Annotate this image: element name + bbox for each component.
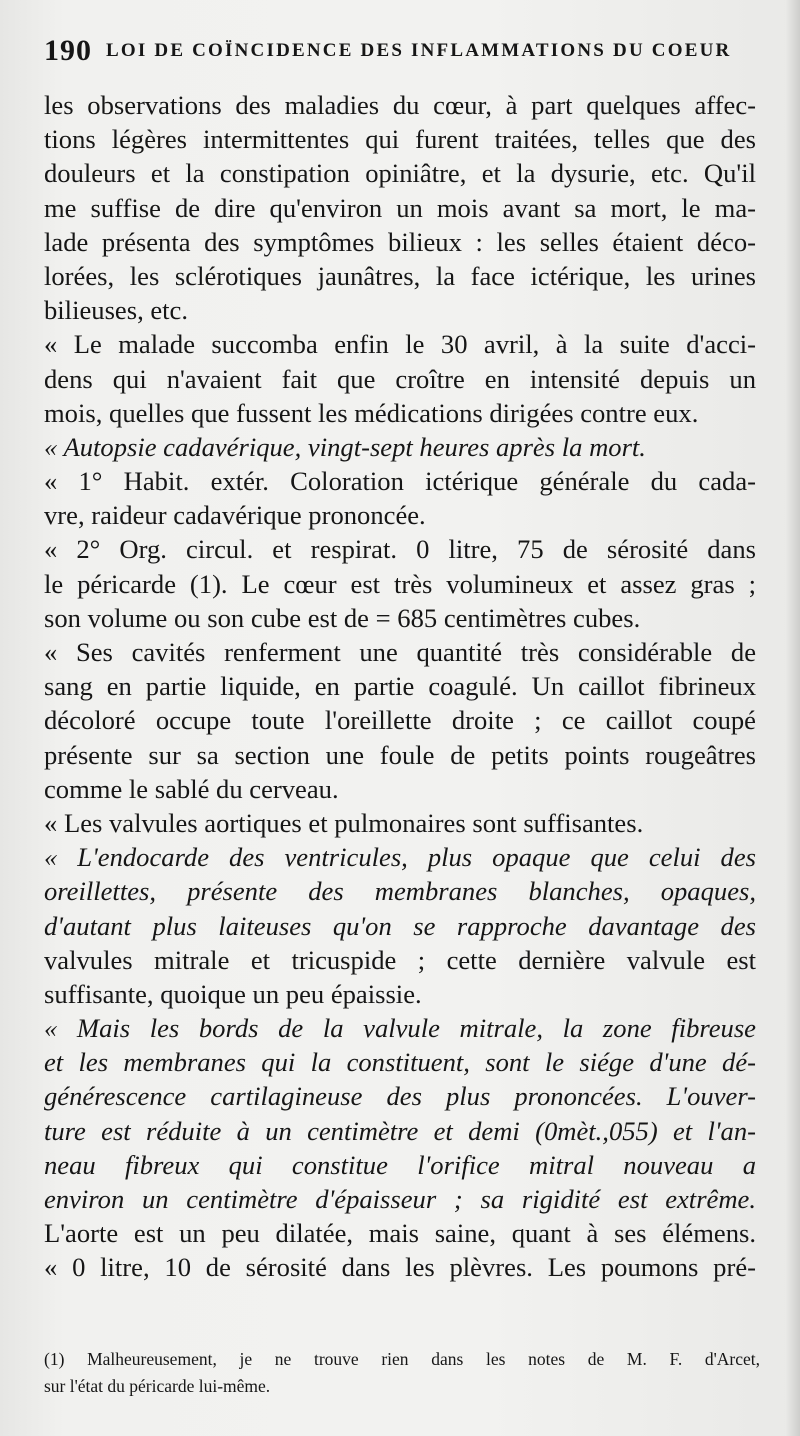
text-line: tions légères intermittentes qui furent traitées, telles que des <box>44 124 756 155</box>
text-line: et les membranes qui la constituent, sont le siége d'une dé- <box>44 1047 756 1078</box>
text-line: L'aorte est un peu dilatée, mais saine, quant à ses élémens. <box>44 1218 756 1249</box>
text-line: présente sur sa section une foule de petits points rougeâtres <box>44 739 756 770</box>
page-number: 190 <box>44 34 92 67</box>
text-line: mois, quelles que fussent les médications dirigées contre eux. <box>44 397 699 428</box>
footnote-line: sur l'état du péricarde lui-même. <box>44 1376 271 1396</box>
text-line: « Les valvules aortiques et pulmonaires sont suffisantes. <box>44 807 644 838</box>
text-line: bilieuses, etc. <box>44 295 189 326</box>
text-line: « 0 litre, 10 de sérosité dans les plèvres. Les poumons pré- <box>44 1252 756 1283</box>
running-title: LOI DE COÏNCIDENCE DES INFLAMMATIONS DU COEUR <box>106 40 732 61</box>
text-line: « L'endocarde des ventricules, plus opaque que celui des <box>44 842 756 873</box>
text-line: générescence cartilagineuse des plus prononcées. L'ouver- <box>44 1081 756 1112</box>
text-line: oreillettes, présente des membranes blanches, opaques, <box>44 876 756 907</box>
footnote <box>44 1346 760 1400</box>
text-line: neau fibreux qui constitue l'orifice mitral nouveau a <box>44 1149 756 1180</box>
text-line: lade présenta des symptômes bilieux : les selles étaient déco- <box>44 226 756 257</box>
page-header <box>44 34 764 74</box>
text-line: « 2° Org. circul. et respirat. 0 litre, 75 de sérosité dans <box>44 534 756 565</box>
text-line: « Mais les bords de la valvule mitrale, la zone fibreuse <box>44 1013 756 1044</box>
text-line: comme le sablé du cerveau. <box>44 773 339 804</box>
text-line: valvules mitrale et tricuspide ; cette dernière valvule est <box>44 944 756 975</box>
text-line: ture est réduite à un centimètre et demi (0mèt.,055) et l'an- <box>44 1115 756 1146</box>
text-line: lorées, les sclérotiques jaunâtres, la face ictérique, les urines <box>44 260 756 291</box>
text-line: vre, raideur cadavérique prononcée. <box>44 500 426 531</box>
text-line: son volume ou son cube est de = 685 centimètres cubes. <box>44 602 641 633</box>
text-line: « Le malade succomba enfin le 30 avril, à la suite d'acci- <box>44 329 756 360</box>
footnote-line: (1) Malheureusement, je ne trouve rien dans les notes de M. F. d'Arcet, <box>44 1349 760 1369</box>
text-line: « Ses cavités renferment une quantité très considérable de <box>44 637 756 667</box>
text-line: douleurs et la constipation opiniâtre, et la dysurie, etc. Qu'il <box>44 158 756 189</box>
body-text <box>44 88 756 1285</box>
text-line: le péricarde (1). Le cœur est très volumineux et assez gras ; <box>44 568 756 599</box>
text-line: me suffise de dire qu'environ un mois avant sa mort, le ma- <box>44 192 756 223</box>
text-line: décoloré occupe toute l'oreillette droite ; ce caillot coupé <box>44 705 756 736</box>
text-line: dens qui n'avaient fait que croître en intensité depuis un <box>44 363 756 394</box>
text-line: suffisante, quoique un peu épaissie. <box>44 978 422 1009</box>
text-line: environ un centimètre d'épaisseur ; sa rigidité est extrême. <box>44 1184 756 1214</box>
text-line: sang en partie liquide, en partie coagulé. Un caillot fibrineux <box>44 671 756 702</box>
page-spine-shadow <box>786 0 800 1436</box>
text-line: « 1° Habit. extér. Coloration ictérique générale du cada- <box>44 466 756 497</box>
text-line: les observations des maladies du cœur, à part quelques affec- <box>44 90 756 120</box>
text-line: d'autant plus laiteuses qu'on se rapproche davantage des <box>44 910 756 941</box>
text-line: « Autopsie cadavérique, vingt-sept heures après la mort. <box>44 431 646 462</box>
